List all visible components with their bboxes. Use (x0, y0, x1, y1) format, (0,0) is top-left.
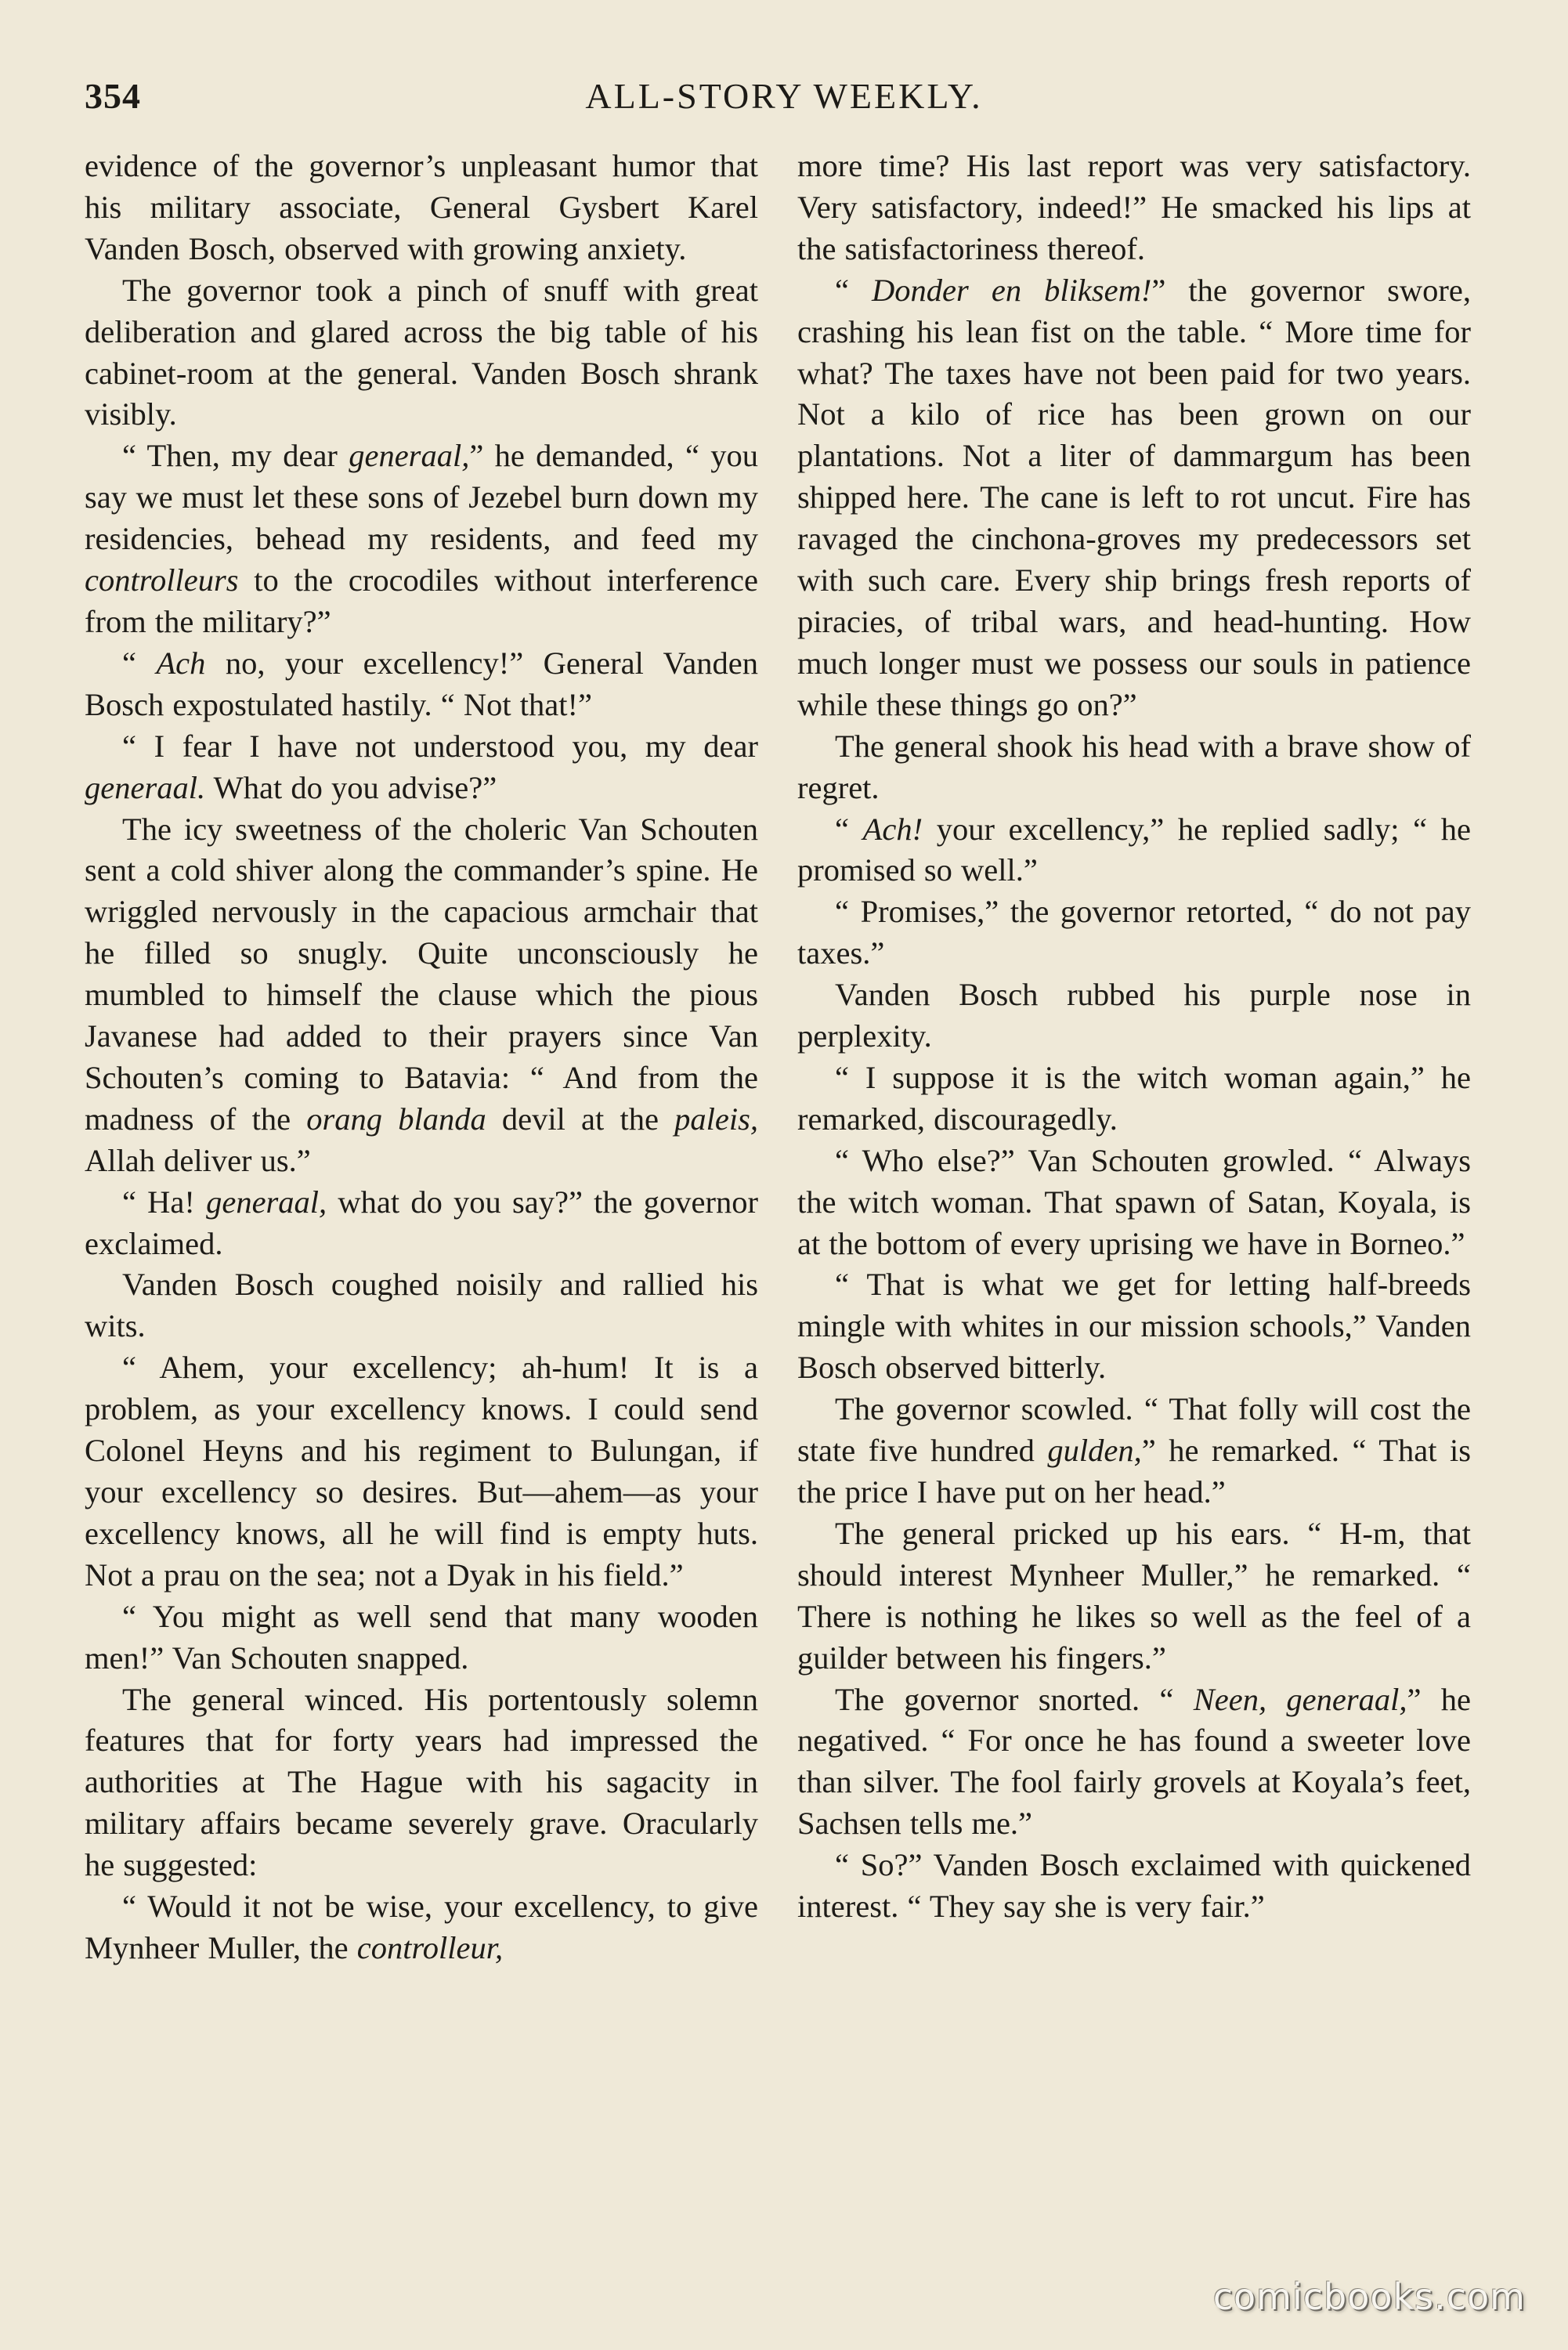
paragraph: “ That is what we get for letting half-breeds mingle with whites in our mission schools,” Vanden Bosch observed bitterly. (797, 1267, 1471, 1386)
paragraph: “ Then, my dear generaal,” he demanded, “ you say we must let these sons of Jezebel burn down my residencies, behead my residents, and feed my controlleurs to the crocodiles without interference from the military?” (85, 438, 758, 639)
paragraph: Vanden Bosch rubbed his purple nose in perplexity. (797, 977, 1471, 1054)
paragraph: The governor scowled. “ That folly will cost the state five hundred gulden,” he remarked. “ That is the price I have put on her head.” (797, 1391, 1471, 1509)
paragraph: The general pricked up his ears. “ H-m, that should interest Mynheer Muller,” he remarked. “ There is nothing he likes so well as the feel of a guilder between his fingers.” (797, 1515, 1471, 1676)
paragraph: “ So?” Vanden Bosch exclaimed with quickened interest. “ They say she is very fair.” (797, 1847, 1471, 1925)
paragraph: The general winced. His portentously solemn features that for forty years had impressed the authorities at The Hague with his sagacity in military affairs became severely grave. Oracularly he suggested: (85, 1681, 758, 1883)
page-number: 354 (85, 76, 141, 116)
paragraph: evidence of the governor’s unpleasant humor that his military associate, General Gysbert Karel Vanden Bosch, observed with growing anxiety. (85, 148, 758, 266)
paragraph: “ I fear I have not understood you, my dear generaal. What do you advise?” (85, 728, 758, 805)
text-column-left (85, 146, 758, 2276)
paragraph: The governor snorted. “ Neen, generaal,” he negatived. “ For once he has found a sweeter love than silver. The fool fairly grovels at Koyala’s feet, Sachsen tells me.” (797, 1681, 1471, 1842)
paragraph: “ Ach! your excellency,” he replied sadly; “ he promised so well.” (797, 811, 1471, 888)
paragraph: “ Ha! generaal, what do you say?” the governor exclaimed. (85, 1184, 758, 1261)
paragraph: “ Ahem, your excellency; ah-hum! It is a problem, as your excellency knows. I could send Colonel Heyns and his regiment to Bulungan, if your excellency so desires. But—ahem—as your excellency knows, all he will find is empty huts. Not a prau on the sea; not a Dyak in his field.” (85, 1350, 758, 1593)
paragraph: The general shook his head with a brave show of regret. (797, 728, 1471, 805)
paragraph: “ Would it not be wise, your excellency, to give Mynheer Muller, the controlleur, (85, 1889, 758, 1965)
paragraph: “ Who else?” Van Schouten growled. “ Always the witch woman. That spawn of Satan, Koyala, is at the bottom of every uprising we have in Borneo.” (797, 1142, 1471, 1261)
paragraph: Vanden Bosch coughed noisily and rallied his wits. (85, 1267, 758, 1344)
paragraph: The icy sweetness of the choleric Van Schouten sent a cold shiver along the commander’s spine. He wriggled nervously in the capacious armchair that he filled so snugly. Quite unconsciously he mumbled to himself the clause which the pious Javanese had added to their prayers since Van Schouten’s coming to Batavia: “ And from the madness of the orang blanda devil at the paleis, Allah deliver us.” (85, 811, 758, 1178)
text-column-right (797, 146, 1471, 2276)
paragraph: more time? His last report was very satisfactory. Very satisfactory, indeed!” He smacked his lips at the satisfactoriness thereof. (797, 148, 1471, 266)
running-head: ALL-STORY WEEKLY. (585, 76, 983, 116)
paragraph: “ Donder en bliksem!” the governor swore, crashing his lean fist on the table. “ More time for what? The taxes have not been paid for two years. Not a kilo of rice has been grown on our plantations. Not a liter of dammargum has been shipped here. The cane is left to rot uncut. Fire has ravaged the cinchona-groves my predecessors set with such care. Every ship brings fresh reports of piracies, of tribal wars, and head-hunting. How much longer must we possess our souls in patience while these things go on?” (797, 272, 1471, 722)
paragraph: “ Ach no, your excellency!” General Vanden Bosch expostulated hastily. “ Not that!” (85, 645, 758, 722)
watermark-logo: comicbooks.com (1212, 2276, 1526, 2318)
paragraph: “ Promises,” the governor retorted, “ do not pay taxes.” (797, 894, 1471, 971)
paragraph: The governor took a pinch of snuff with great deliberation and glared across the big table of his cabinet-room at the general. Vanden Bosch shrank visibly. (85, 272, 758, 432)
paragraph: “ You might as well send that many wooden men!” Van Schouten snapped. (85, 1598, 758, 1676)
paragraph: “ I suppose it is the witch woman again,” he remarked, discouragedly. (797, 1059, 1471, 1137)
